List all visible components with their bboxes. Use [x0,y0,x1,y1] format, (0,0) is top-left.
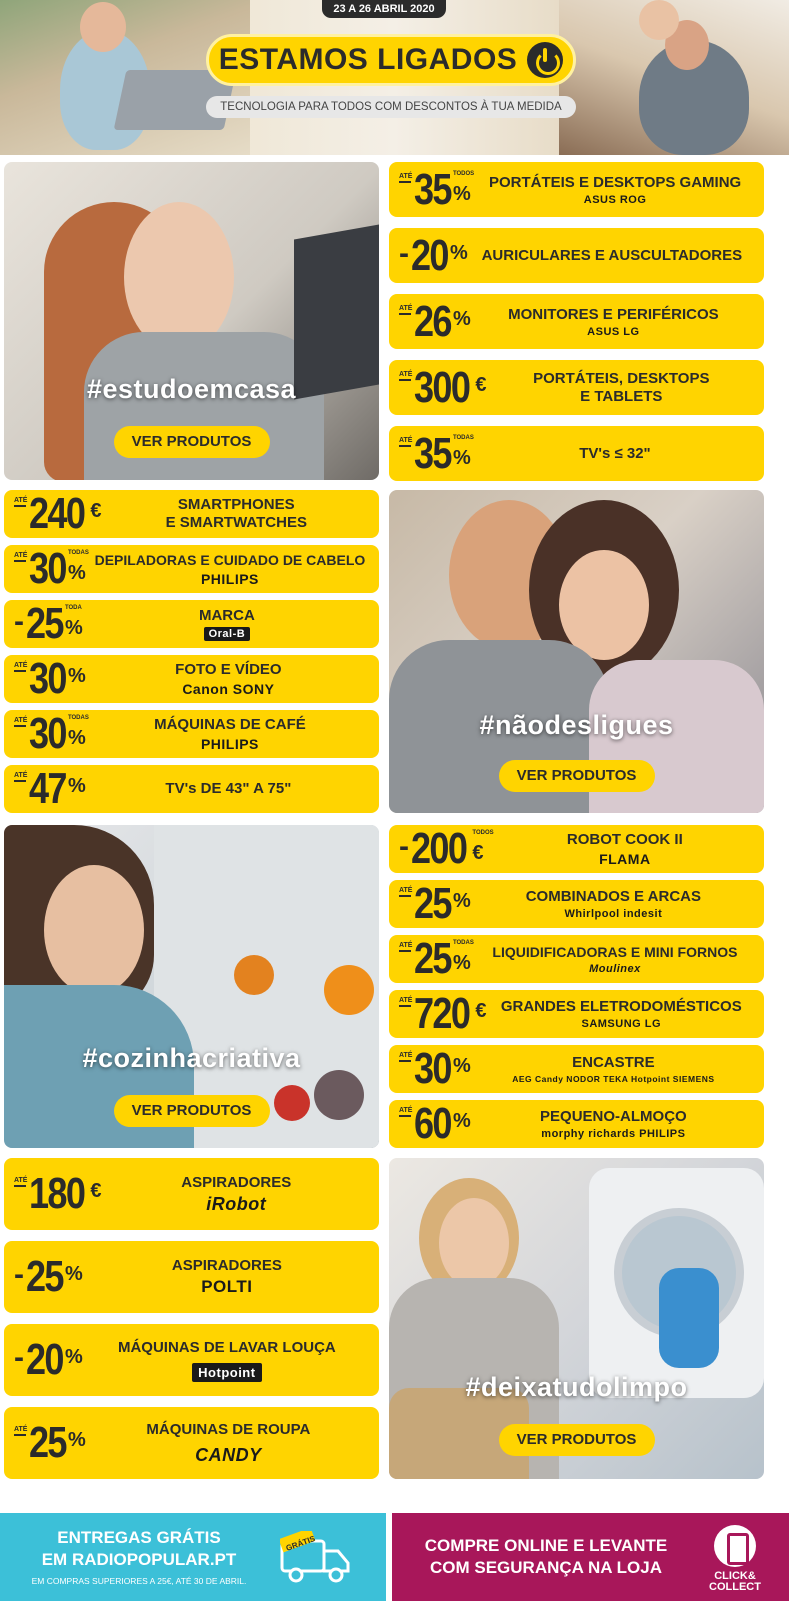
ate-label: ATÉ [399,437,411,447]
deal-maquinas-roupa[interactable] [4,1407,379,1479]
brand-logo: Hotpoint [192,1363,261,1382]
deal-label: SMARTPHONES [177,496,295,513]
deal-pequeno-almoco[interactable] [389,1100,764,1148]
deal-value: 180 [29,1169,85,1218]
orange-icon [324,965,374,1015]
deal-label: ASPIRADORES [181,1173,292,1191]
brand-logo: CANDY [195,1444,262,1465]
deal-portateis-gaming[interactable] [389,162,764,217]
ate-label: ATÉ [14,552,26,562]
deal-lavar-louca[interactable] [4,1324,379,1396]
tile-hashtag: #nãodesligues [479,710,674,740]
deal-label: AURICULARES E AUSCULTADORES [481,246,743,264]
power-icon [527,42,563,78]
click-collect-line1: COMPRE ONLINE E LEVANTE [424,1536,668,1555]
orange-icon [234,955,274,995]
campaign-title: ESTAMOS LIGADOS [218,43,518,76]
deal-label: MONITORES E PERIFÉRICOS [508,305,719,323]
deal-unit: € [475,1000,487,1022]
deal-unit: % [67,727,86,749]
deal-value: 200 [411,825,467,873]
click-collect-label-line2: COLLECT [709,1581,761,1593]
minus-sign: - [14,605,24,638]
deal-label: MÁQUINAS DE LAVAR LOUÇA [117,1338,336,1356]
brand-logo: PHILIPS [200,571,259,587]
tile-hashtag: #deixatudolimpo [465,1372,688,1402]
tile-photo-woman-face [439,1198,509,1288]
tile-hashtag: #cozinhacriativa [82,1043,301,1073]
deal-value: 25 [26,600,63,648]
deal-qualifier: TODOS [452,170,475,177]
deal-label: TV's ≤ 32" [579,444,651,462]
deal-tv-32[interactable] [389,426,764,481]
ver-produtos-button[interactable]: VER PRODUTOS [114,426,270,458]
deal-unit: % [449,241,468,264]
deal-value: 30 [29,545,66,593]
deal-unit: % [452,1110,471,1132]
deal-label: ASPIRADORES [171,1257,282,1274]
deal-monitores[interactable] [389,294,764,349]
ate-label: ATÉ [399,305,411,315]
deal-unit: % [67,1429,86,1451]
deal-unit: € [472,842,484,864]
deal-qualifier: TODA [64,605,82,611]
deal-label: COMBINADOS E ARCAS [525,888,702,905]
tile-photo-woman-face [44,865,144,995]
campaign-subtitle: TECNOLOGIA PARA TODOS COM DESCONTOS À TUA MEDIDA [206,96,576,118]
deal-robot-cook[interactable] [389,825,764,873]
deal-foto-video[interactable] [4,655,379,703]
deal-aspiradores-irobot[interactable] [4,1158,379,1230]
deal-qualifier: TODAS [452,434,474,441]
deal-unit: % [64,1263,83,1285]
brand-logo: iRobot [206,1193,267,1214]
deal-tv-43-75[interactable] [4,765,379,813]
deal-value: 26 [414,296,451,346]
deal-value: 25 [414,880,451,928]
deal-unit: % [67,562,86,584]
minus-sign: - [14,1341,24,1374]
deal-label: MARCA [198,607,255,624]
ate-label: ATÉ [399,887,411,897]
click-collect-line2: COM SEGURANÇA NA LOJA [429,1558,663,1577]
deal-value: 25 [29,1418,66,1467]
ver-produtos-button[interactable]: VER PRODUTOS [499,760,655,792]
tile-photo-woman-face [124,202,234,352]
deal-value: 35 [414,428,451,478]
phone-cart-icon [714,1525,756,1567]
deal-unit: % [64,617,83,639]
ver-produtos-button[interactable]: VER PRODUTOS [114,1095,270,1127]
footer-free-delivery[interactable] [0,1513,386,1601]
deal-grandes-eletrodomesticos[interactable] [389,990,764,1038]
deal-label: GRANDES ELETRODOMÉSTICOS [500,998,742,1015]
footer-click-collect[interactable] [392,1513,789,1601]
ate-label: ATÉ [399,173,411,183]
click-collect-label-line1: CLICK& [714,1570,756,1582]
deal-value: 20 [411,230,448,280]
deal-value: 20 [26,1335,63,1384]
deal-unit: % [452,182,471,205]
deal-label: MÁQUINAS DE CAFÉ [154,716,306,733]
tile-naodesligues[interactable] [389,490,764,813]
deal-encastre[interactable] [389,1045,764,1093]
truck-icon [280,1531,352,1587]
deal-liquidificadoras[interactable] [389,935,764,983]
free-delivery-title [14,1527,264,1571]
deal-value: 47 [29,765,66,813]
ate-label: ATÉ [14,497,26,507]
deal-maquinas-cafe[interactable] [4,710,379,758]
brand-logo: PHILIPS [200,736,259,752]
deal-portateis-tablets[interactable] [389,360,764,415]
ate-label: ATÉ [399,997,411,1007]
brand-logo: Moulinex [589,963,641,975]
brand-logo: SAMSUNG LG [581,1018,662,1030]
deal-value: 240 [29,490,85,538]
deal-label: ROBOT COOK II [566,831,683,848]
brand-logo: FLAMA [599,851,651,867]
deal-unit: % [452,1055,471,1077]
free-delivery-line2: EM RADIOPOPULAR.PT [41,1550,237,1569]
ate-label: ATÉ [399,1052,411,1062]
ate-label: ATÉ [399,942,411,952]
deal-value: 720 [414,990,470,1038]
free-delivery-note: EM COMPRAS SUPERIORES A 25€, ATÉ 30 DE ABRIL. [31,1576,247,1586]
brand-logo: ASUS LG [587,325,640,338]
header-person-head [80,2,126,52]
ate-label: ATÉ [399,371,411,381]
header-person-child-head [639,0,679,40]
free-delivery-line1: ENTREGAS GRÁTIS [57,1528,221,1547]
deal-qualifier: TODAS [67,550,89,556]
tile-deixatudolimpo[interactable] [389,1158,764,1479]
deal-label-line2: E SMARTWATCHES [165,514,307,531]
deal-depiladoras[interactable] [4,545,379,593]
tile-photo-laundry [659,1268,719,1368]
click-collect-badge [705,1525,765,1595]
deal-qualifier: TODOS [472,830,494,836]
deal-combinados[interactable] [389,880,764,928]
tile-estudoemcasa[interactable] [4,162,379,480]
brand-logo: ASUS ROG [583,193,647,206]
deal-value: 60 [414,1100,451,1148]
ate-label: ATÉ [14,717,26,727]
deal-unit: € [90,500,102,522]
deal-unit: % [452,307,471,330]
minus-sign: - [399,236,409,270]
deal-label: DEPILADORAS E CUIDADO DE CABELO [94,552,366,568]
deal-value: 30 [414,1045,451,1093]
deal-value: 25 [26,1252,63,1301]
ate-label: ATÉ [14,772,26,782]
deal-label: LIQUIDIFICADORAS E MINI FORNOS [492,944,738,960]
deal-label: ENCASTRE [572,1054,655,1071]
deal-value: 25 [414,935,451,983]
tile-cozinhacriativa[interactable] [4,825,379,1148]
brand-logo: morphy richards PHILIPS [541,1128,686,1140]
deal-label: TV's DE 43" A 75" [165,780,292,797]
deal-unit: % [452,446,471,469]
click-collect-label [705,1571,765,1593]
artichoke-icon [314,1070,364,1120]
deal-unit: € [90,1180,102,1202]
deal-unit: % [64,1346,83,1368]
deal-label: PEQUENO-ALMOÇO [540,1108,687,1125]
deal-unit: % [452,952,471,974]
ate-label: ATÉ [14,662,26,672]
ate-label: ATÉ [14,1426,26,1436]
deal-label: PORTÁTEIS E DESKTOPS GAMING [488,173,742,191]
deal-label: MÁQUINAS DE ROUPA [146,1420,311,1438]
deal-auriculares[interactable] [389,228,764,283]
deal-value: 300 [414,362,470,412]
minus-sign: - [399,830,409,863]
ate-label: ATÉ [399,1107,411,1117]
deal-oral-b[interactable] [4,600,379,648]
deal-qualifier: TODAS [67,715,89,721]
deal-qualifier: TODAS [452,940,474,946]
ate-label: ATÉ [14,1177,26,1187]
deal-label: FOTO E VÍDEO [175,661,282,678]
ver-produtos-button[interactable]: VER PRODUTOS [499,1424,655,1456]
click-collect-title [406,1535,686,1579]
brand-logo: Canon SONY [182,681,275,697]
campaign-title-pill [206,34,576,86]
tile-hashtag: #estudoemcasa [86,374,297,404]
header-banner [0,0,789,155]
deal-value: 30 [29,655,66,703]
tile-photo-woman-face [559,550,649,660]
deal-unit: % [67,665,86,687]
deal-label-line2: E TABLETS [580,387,663,405]
tomato-icon [274,1085,310,1121]
campaign-date: 23 A 26 ABRIL 2020 [322,0,446,18]
brand-logo: AEG Candy NODOR TEKA Hotpoint SIEMENS [512,1074,715,1084]
deal-label: PORTÁTEIS, DESKTOPS [533,369,710,387]
truck-badge: GRÁTIS [284,1534,317,1553]
deal-value: 30 [29,710,66,758]
deal-smartphones[interactable] [4,490,379,538]
deal-aspiradores-polti[interactable] [4,1241,379,1313]
brand-logo: Whirlpool indesit [564,908,663,920]
brand-logo: POLTI [201,1277,253,1296]
deal-unit: € [475,373,487,396]
deal-value: 35 [414,164,451,214]
deal-unit: % [452,890,471,912]
minus-sign: - [14,1258,24,1291]
deal-unit: % [67,775,86,797]
brand-logo: Oral-B [204,627,251,641]
